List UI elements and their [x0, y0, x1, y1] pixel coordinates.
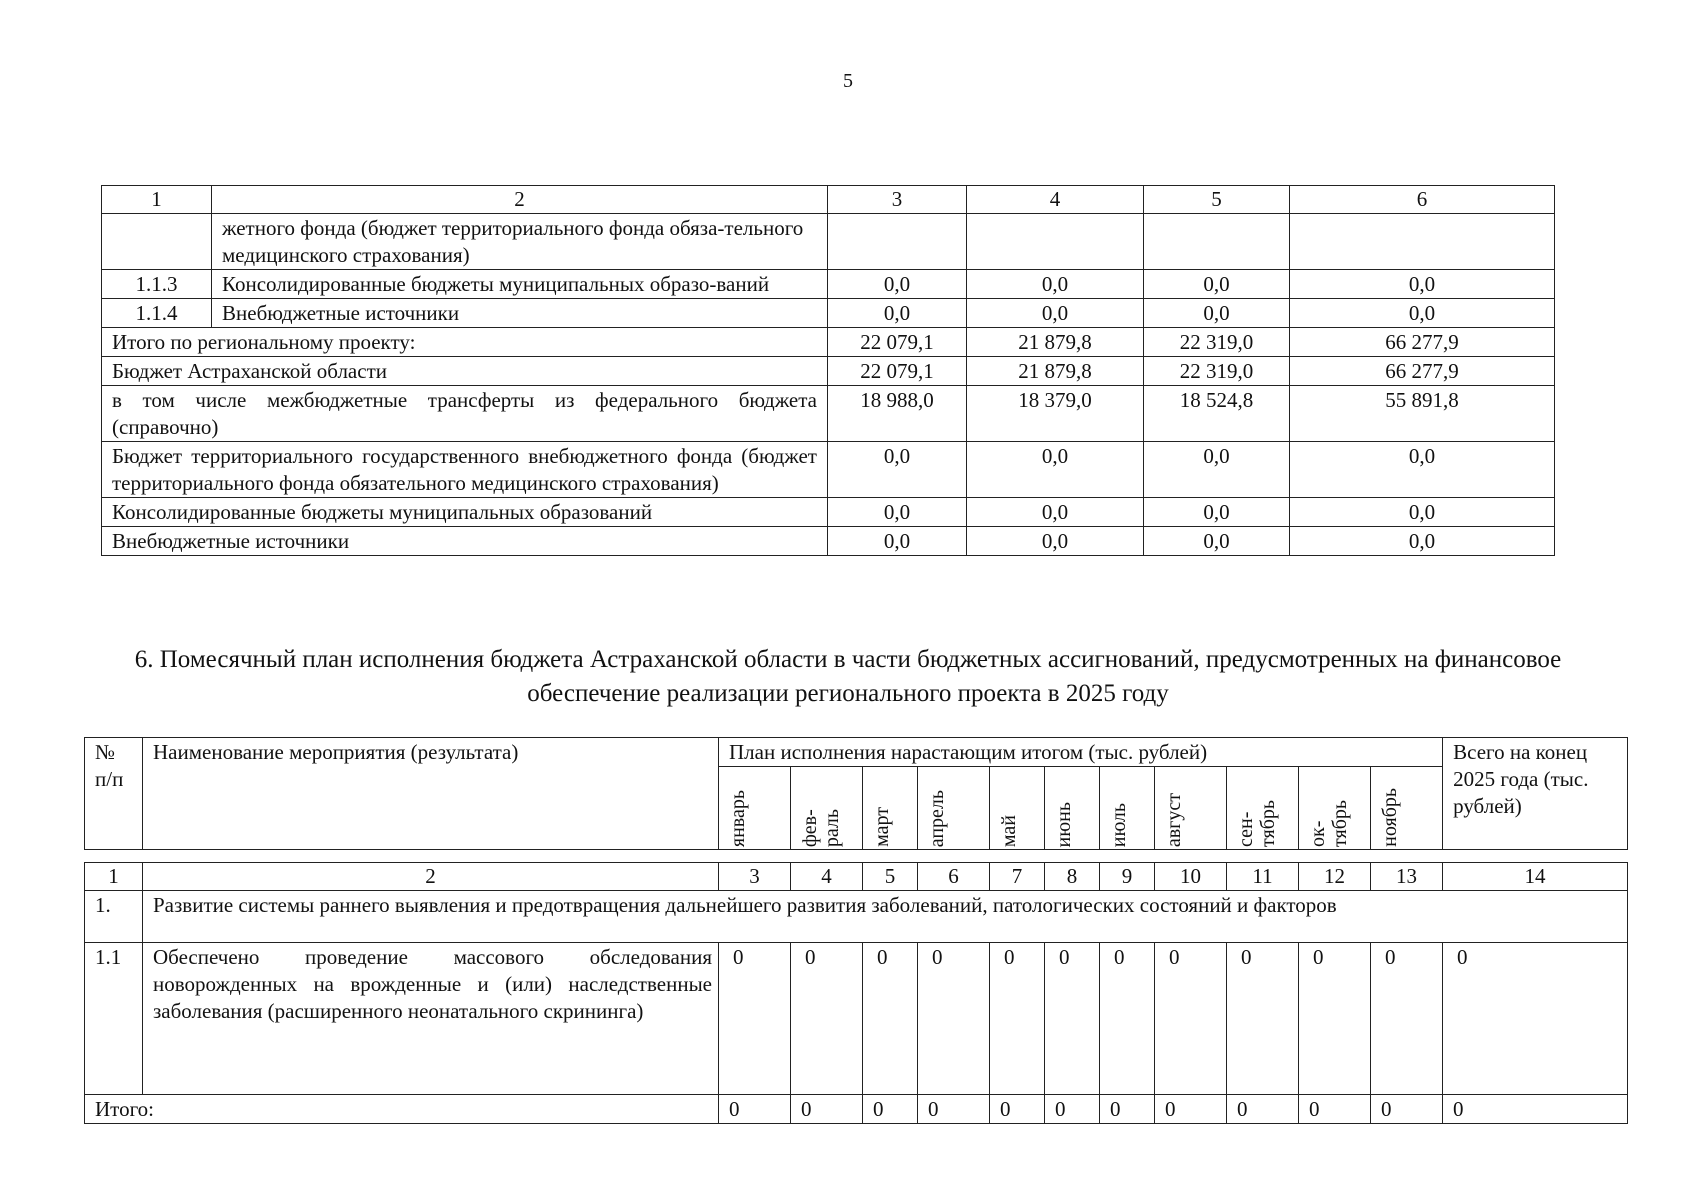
value-cell: 0,0	[967, 442, 1144, 498]
column-number-row	[85, 863, 1628, 891]
table-row	[102, 527, 1555, 556]
value-cell: 0	[990, 943, 1045, 1095]
month-header: июнь	[1045, 767, 1100, 850]
value-cell: 0,0	[1144, 498, 1290, 527]
month-header: август	[1155, 767, 1227, 850]
value-cell: 0	[1045, 1095, 1100, 1124]
value-cell: 22 319,0	[1144, 357, 1290, 386]
section-title: 6. Помесячный план исполнения бюджета Астраханской области в части бюджетных ассигнований, предусмотренных на финансовое обеспечение реализации регионального проекта в 2025 году	[134, 646, 1562, 707]
budget-table	[101, 185, 1555, 556]
column-number: 3	[719, 863, 791, 891]
value-cell: 0	[1371, 943, 1443, 1095]
column-number: 9	[1100, 863, 1155, 891]
table-row	[102, 328, 1555, 357]
month-header: январь	[719, 767, 791, 850]
value-cell: 0	[863, 943, 918, 1095]
value-cell: 66 277,9	[1290, 357, 1555, 386]
value-cell: 0,0	[1290, 442, 1555, 498]
value-cell: 0,0	[967, 498, 1144, 527]
column-number: 1	[85, 863, 143, 891]
row-number	[102, 214, 212, 270]
column-number: 12	[1299, 863, 1371, 891]
page-number: 5	[843, 70, 853, 92]
value-cell: 0,0	[828, 299, 967, 328]
value-cell: 22 319,0	[1144, 328, 1290, 357]
value-cell: 0,0	[1144, 270, 1290, 299]
row-number: 1.1	[85, 943, 143, 1095]
value-cell	[967, 214, 1144, 270]
column-number: 11	[1227, 863, 1299, 891]
value-cell: 0,0	[967, 270, 1144, 299]
table-row	[102, 214, 1555, 270]
section-row	[85, 891, 1628, 943]
row-number: 1.1.3	[102, 270, 212, 299]
row-name: Консолидированные бюджеты муниципальных образований	[102, 498, 828, 527]
table-row	[102, 498, 1555, 527]
column-header-total: Всего на конец 2025 года (тыс. рублей)	[1443, 738, 1628, 850]
value-cell: 0,0	[967, 527, 1144, 556]
value-cell: 0	[1299, 1095, 1371, 1124]
value-cell: 18 524,8	[1144, 386, 1290, 442]
value-cell: 21 879,8	[967, 357, 1144, 386]
value-cell: 0	[863, 1095, 918, 1124]
value-cell: 0	[1227, 1095, 1299, 1124]
value-cell: 0,0	[967, 299, 1144, 328]
month-header: март	[863, 767, 918, 850]
month-header: фев- раль	[791, 767, 863, 850]
value-cell: 0	[1155, 1095, 1227, 1124]
value-cell: 0	[1299, 943, 1371, 1095]
value-cell	[1290, 214, 1555, 270]
column-number: 8	[1045, 863, 1100, 891]
value-cell: 0,0	[1144, 299, 1290, 328]
value-cell	[828, 214, 967, 270]
column-number: 6	[918, 863, 990, 891]
table-row	[102, 386, 1555, 442]
value-cell: 18 988,0	[828, 386, 967, 442]
table-row	[102, 299, 1555, 328]
value-cell: 0	[1443, 943, 1628, 1095]
row-name: в том числе межбюджетные трансферты из федерального бюджета (справочно)	[102, 386, 828, 442]
value-cell: 0	[791, 943, 863, 1095]
column-header-name: Наименование мероприятия (результата)	[143, 738, 719, 850]
row-name: жетного фонда (бюджет территориального фонда обяза-тельного медицинского страхования)	[212, 214, 828, 270]
value-cell: 0,0	[828, 270, 967, 299]
row-name: Бюджет территориального государственного внебюджетного фонда (бюджет территориального фонда обязательного медицинского страхования)	[102, 442, 828, 498]
value-cell: 0,0	[1290, 527, 1555, 556]
total-row	[85, 1095, 1628, 1124]
value-cell: 0	[719, 1095, 791, 1124]
column-number: 13	[1371, 863, 1443, 891]
row-name: Итого по региональному проекту:	[102, 328, 828, 357]
column-number: 5	[863, 863, 918, 891]
column-number: 14	[1443, 863, 1628, 891]
column-number: 2	[143, 863, 719, 891]
value-cell: 22 079,1	[828, 357, 967, 386]
value-cell: 0	[1100, 1095, 1155, 1124]
value-cell: 18 379,0	[967, 386, 1144, 442]
column-header-plan: План исполнения нарастающим итогом (тыс. рублей)	[719, 738, 1443, 767]
header-cell: 2	[212, 186, 828, 214]
column-header-number: № п/п	[85, 738, 143, 850]
value-cell: 66 277,9	[1290, 328, 1555, 357]
value-cell: 0,0	[1144, 442, 1290, 498]
row-number: 1.1.4	[102, 299, 212, 328]
header-cell: 1	[102, 186, 212, 214]
value-cell: 0,0	[828, 527, 967, 556]
value-cell: 0	[1371, 1095, 1443, 1124]
value-cell: 22 079,1	[828, 328, 967, 357]
value-cell: 21 879,8	[967, 328, 1144, 357]
value-cell: 0,0	[828, 498, 967, 527]
budget-table-header	[102, 186, 1555, 214]
header-cell: 3	[828, 186, 967, 214]
table-row	[102, 357, 1555, 386]
row-name: Внебюджетные источники	[102, 527, 828, 556]
month-header: апрель	[918, 767, 990, 850]
value-cell: 0	[1100, 943, 1155, 1095]
month-header: июль	[1100, 767, 1155, 850]
month-header: ок- тябрь	[1299, 767, 1371, 850]
month-header: ноябрь	[1371, 767, 1443, 850]
value-cell: 0,0	[1144, 527, 1290, 556]
value-cell: 0	[918, 1095, 990, 1124]
row-number: 1.	[85, 891, 143, 943]
table-row	[85, 943, 1628, 1095]
monthly-plan-header-table	[84, 737, 1628, 850]
row-name: Обеспечено проведение массового обследования новорожденных на врожденные и (или) наследственные заболевания (расширенного неонатального скрининга)	[143, 943, 719, 1095]
column-number: 4	[791, 863, 863, 891]
value-cell: 0,0	[1290, 270, 1555, 299]
value-cell: 0	[1155, 943, 1227, 1095]
value-cell: 0	[719, 943, 791, 1095]
value-cell: 0,0	[1290, 498, 1555, 527]
value-cell: 0	[1045, 943, 1100, 1095]
header-cell: 6	[1290, 186, 1555, 214]
value-cell: 0	[918, 943, 990, 1095]
value-cell: 0,0	[828, 442, 967, 498]
section-name: Развитие системы раннего выявления и предотвращения дальнейшего развития заболеваний, патологических состояний и факторов	[143, 891, 1628, 943]
header-cell: 4	[967, 186, 1144, 214]
value-cell: 0	[1443, 1095, 1628, 1124]
value-cell: 0,0	[1290, 299, 1555, 328]
table-row	[102, 442, 1555, 498]
value-cell	[1144, 214, 1290, 270]
month-header: сен- тябрь	[1227, 767, 1299, 850]
table-row	[102, 270, 1555, 299]
total-label: Итого:	[85, 1095, 719, 1124]
row-name: Бюджет Астраханской области	[102, 357, 828, 386]
row-name: Консолидированные бюджеты муниципальных образо-ваний	[212, 270, 828, 299]
monthly-plan-table	[84, 862, 1628, 1124]
value-cell: 0	[990, 1095, 1045, 1124]
header-cell: 5	[1144, 186, 1290, 214]
value-cell: 55 891,8	[1290, 386, 1555, 442]
value-cell: 0	[791, 1095, 863, 1124]
month-header: май	[990, 767, 1045, 850]
column-number: 7	[990, 863, 1045, 891]
column-number: 10	[1155, 863, 1227, 891]
row-name: Внебюджетные источники	[212, 299, 828, 328]
value-cell: 0	[1227, 943, 1299, 1095]
